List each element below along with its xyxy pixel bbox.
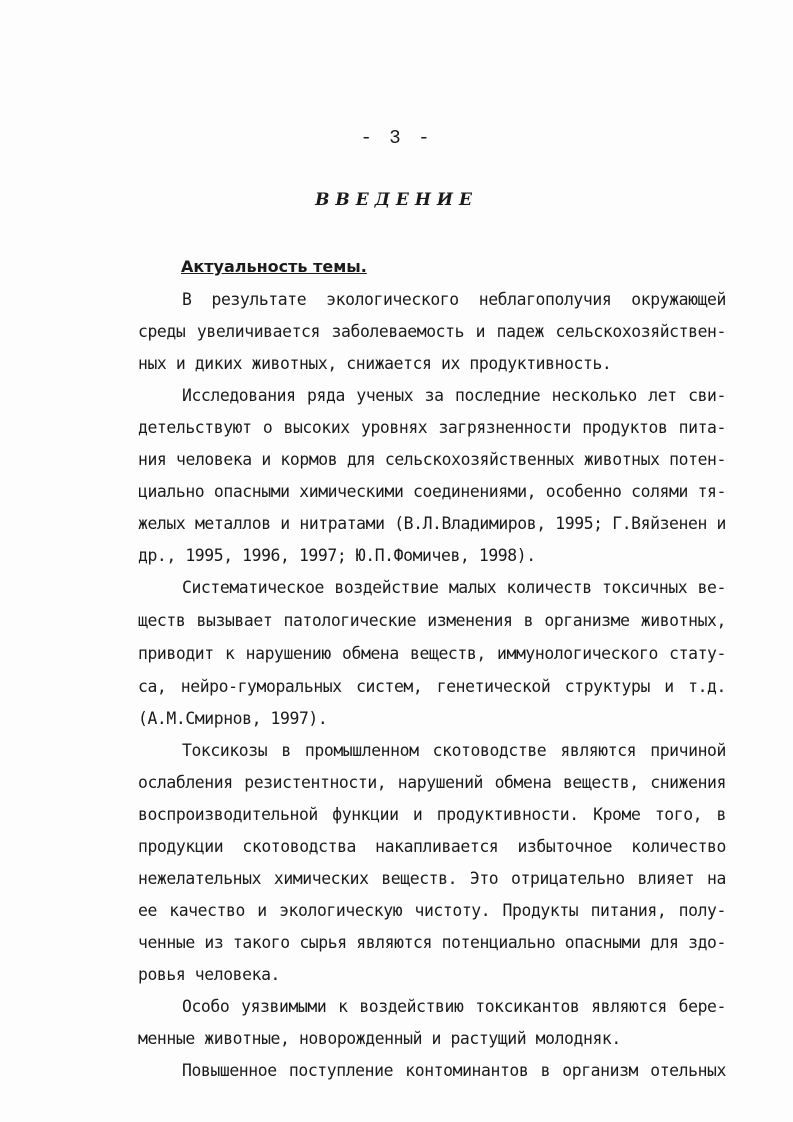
text-line: менные животные, новорожденный и растущий молодняк. xyxy=(138,1029,621,1048)
text-line: циально опасными химическими соединениями, особенно солями тя- xyxy=(138,482,726,501)
text-line: Токсикозы в промышленном скотоводстве являются причиной xyxy=(182,741,726,760)
text-line: ния человека и кормов для сельскохозяйственных животных потен- xyxy=(138,450,726,469)
text-line: продукции скотоводства накапливается избыточное количество xyxy=(138,837,726,856)
text-line: ченные из такого сырья являются потенциально опасными для здо- xyxy=(138,933,726,952)
text-line: Исследования ряда ученых за последние несколько лет сви- xyxy=(182,386,726,405)
text-line: желых металлов и нитратами (В.Л.Владимиров, 1995; Г.Вяйзенен и xyxy=(138,514,726,533)
text-line: воспроизводительной функции и продуктивности. Кроме того, в xyxy=(138,805,726,824)
text-line: ее качество и экологическую чистоту. Продукты питания, полу- xyxy=(138,901,726,920)
text-line: ществ вызывает патологические изменения в организме животных, xyxy=(138,611,726,630)
text-line: са, нейро-гуморальных систем, генетической структуры и т.д. xyxy=(138,677,726,696)
text-line: ных и диких животных, снижается их продуктивность. xyxy=(138,354,612,373)
subsection-heading: Актуальность темы. xyxy=(181,257,367,276)
text-line: Особо уязвимыми к воздействию токсикантов являются бере- xyxy=(182,997,726,1016)
text-line: др., 1995, 1996, 1997; Ю.П.Фомичев, 1998). xyxy=(138,546,536,565)
page-number: - 3 - xyxy=(360,127,433,149)
text-line: ослабления резистентности, нарушений обмена веществ, снижения xyxy=(138,773,726,792)
text-line: ровья человека. xyxy=(138,965,281,984)
text-line: нежелательных химических веществ. Это отрицательно влияет на xyxy=(138,869,726,888)
text-line: приводит к нарушению обмена веществ, иммунологического стату- xyxy=(138,644,726,663)
text-line: Повышенное поступление контоминантов в организм отельных xyxy=(182,1061,726,1080)
text-line: среды увеличивается заболеваемость и падеж сельскохозяйствен- xyxy=(138,322,726,341)
text-line: В результате экологического неблагополучия окружающей xyxy=(182,290,726,309)
text-line: Систематическое воздействие малых количеств токсичных ве- xyxy=(182,578,726,597)
text-line: (А.М.Смирнов, 1997). xyxy=(138,709,328,728)
section-heading: ВВЕДЕНИЕ xyxy=(315,190,478,210)
text-line: детельствуют о высоких уровнях загрязненности продуктов пита- xyxy=(138,418,726,437)
